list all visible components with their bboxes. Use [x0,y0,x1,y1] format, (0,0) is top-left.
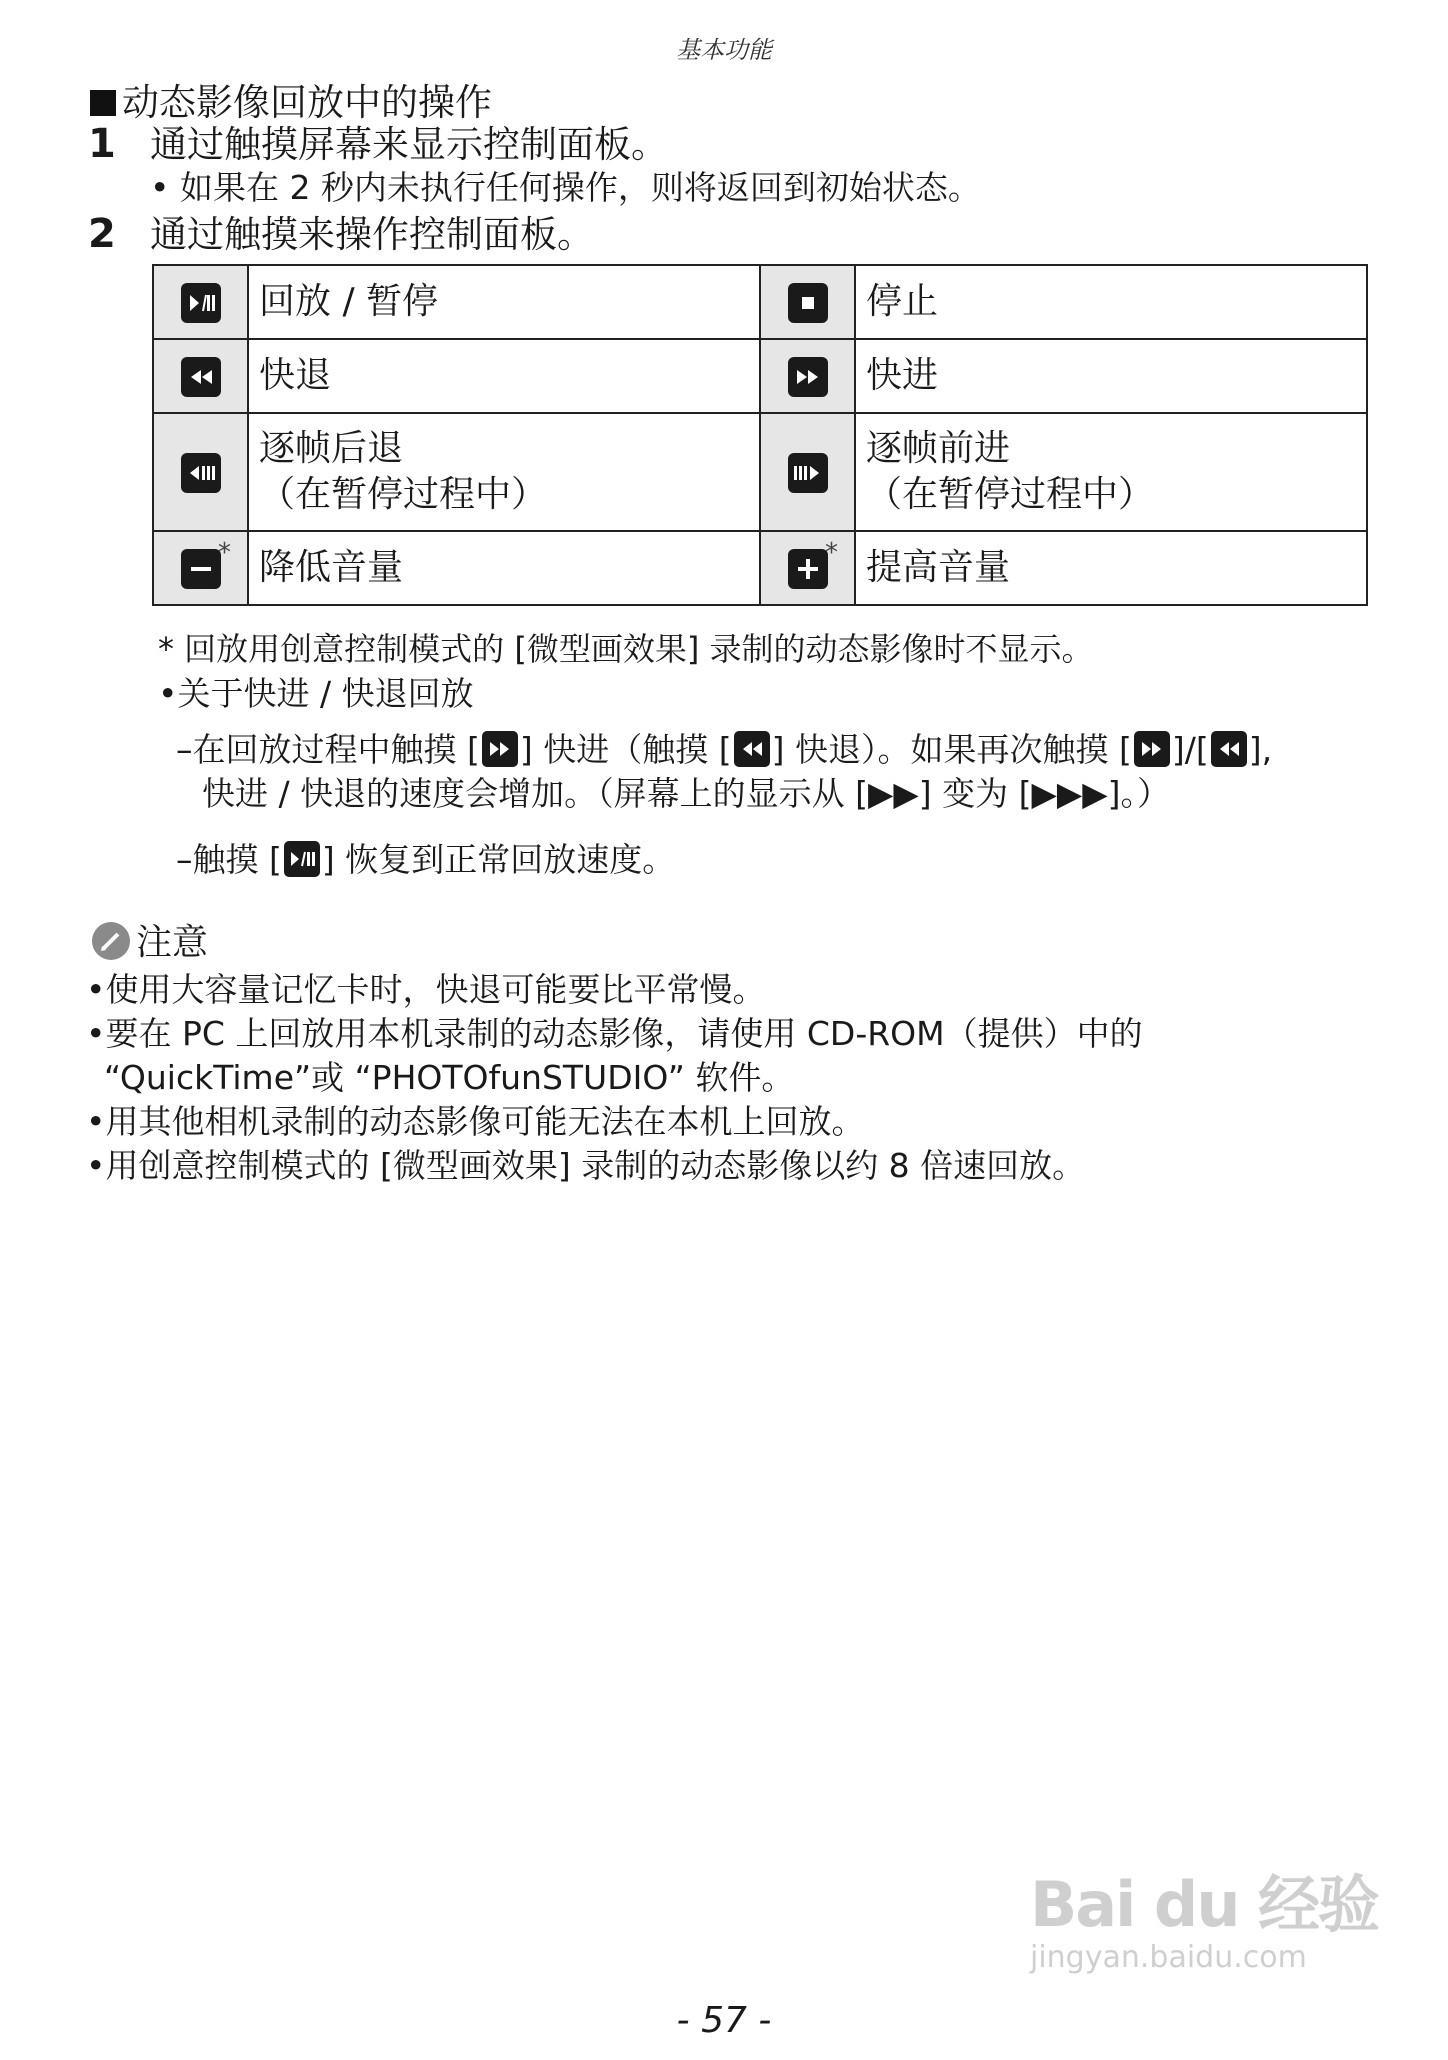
icon-cell [760,265,855,339]
control-label [248,413,760,531]
step-1-note: • 如果在 2 秒内未执行任何操作，则将返回到初始状态。 [150,168,981,207]
text-segment: –在回放过程中触摸 [ [176,730,480,769]
step-text: 通过触摸来操作控制面板。 [150,213,594,256]
icon-cell [760,531,855,605]
table-row [153,531,1367,605]
icon-cell [760,413,855,531]
note-item: •用创意控制模式的 [微型画效果] 录制的动态影像以约 8 倍速回放。 [86,1146,1086,1185]
control-label-sub: （在暂停过程中） [866,474,1155,515]
rewind-icon [181,357,221,397]
control-label-main: 逐帧前进 [866,428,1011,469]
text-segment: –触摸 [ [176,840,282,879]
page-number: - 57 - [676,2000,772,2041]
about-fast-playback-title: •关于快进 / 快退回放 [158,674,474,713]
rewind-icon [734,731,770,767]
step-text: 通过触摸屏幕来显示控制面板。 [150,123,668,166]
play-pause-icon [181,283,221,323]
table-row [153,413,1367,531]
step-1 [88,114,668,168]
footnote-star: * [218,538,231,568]
frame-back-icon [181,453,221,493]
play-pause-icon [284,841,320,877]
table-footnote: * 回放用创意控制模式的 [微型画效果] 录制的动态影像时不显示。 [158,630,1094,668]
footnote-star: * [825,538,838,568]
stop-icon [788,283,828,323]
icon-cell [153,413,248,531]
note-item: •用其他相机录制的动态影像可能无法在本机上回放。 [86,1102,865,1141]
text-segment: ], [1248,730,1273,769]
icon-cell [153,531,248,605]
icon-cell [153,339,248,413]
control-label-main: 逐帧后退 [259,428,404,469]
notes-title: 注意 [136,922,209,963]
table-row [153,339,1367,413]
watermark-url: jingyan.baidu.com [1030,1940,1307,1975]
frame-forward-icon [788,453,828,493]
text-segment: ]/[ [1171,730,1209,769]
watermark [1030,1855,1380,2005]
icon-cell [760,339,855,413]
fast-forward-icon [482,731,518,767]
fast-forward-icon [788,357,828,397]
control-label: 快退 [248,339,760,413]
watermark-logo: Bai du 经验 [1030,1868,1379,1941]
volume-down-icon [181,549,221,589]
square-bullet-icon [90,90,116,116]
text-segment: ] 快进（触摸 [ [519,730,732,769]
control-label-sub: （在暂停过程中） [259,474,548,515]
fast-forward-icon [1134,731,1170,767]
note-item: •要在 PC 上回放用本机录制的动态影像，请使用 CD-ROM（提供）中的 [86,1014,1143,1053]
table-row [153,265,1367,339]
section-title-text: 动态影像回放中的操作 [122,81,492,124]
control-label: 降低音量 [248,531,760,605]
text-segment: ] 恢复到正常回放速度。 [321,840,676,879]
note-item: •使用大容量记忆卡时，快退可能要比平常慢。 [86,970,766,1009]
volume-up-icon [788,549,828,589]
note-item-continuation: “QuickTime”或 “PHOTOfunSTUDIO” 软件。 [104,1058,795,1097]
pencil-icon [92,922,130,960]
control-label: 快进 [855,339,1367,413]
normal-speed-instruction [176,834,675,881]
rewind-icon [1211,731,1247,767]
instruction-line-1 [176,728,1272,772]
step-number: 2 [88,211,116,257]
control-panel-table [152,264,1368,606]
icon-cell [153,265,248,339]
control-label: 停止 [855,265,1367,339]
control-label: 提高音量 [855,531,1367,605]
step-number: 1 [88,121,116,167]
chapter-header: 基本功能 [676,36,772,64]
instruction-line-2: 快进 / 快退的速度会增加。（屏幕上的显示从 [▶▶] 变为 [▶▶▶]。） [202,774,1170,813]
step-2 [88,204,594,258]
fast-playback-instruction [176,728,1272,816]
control-label: 回放 / 暂停 [248,265,760,339]
text-segment: ] 快退）。如果再次触摸 [ [771,730,1132,769]
control-label [855,413,1367,531]
notes-heading [92,914,208,965]
